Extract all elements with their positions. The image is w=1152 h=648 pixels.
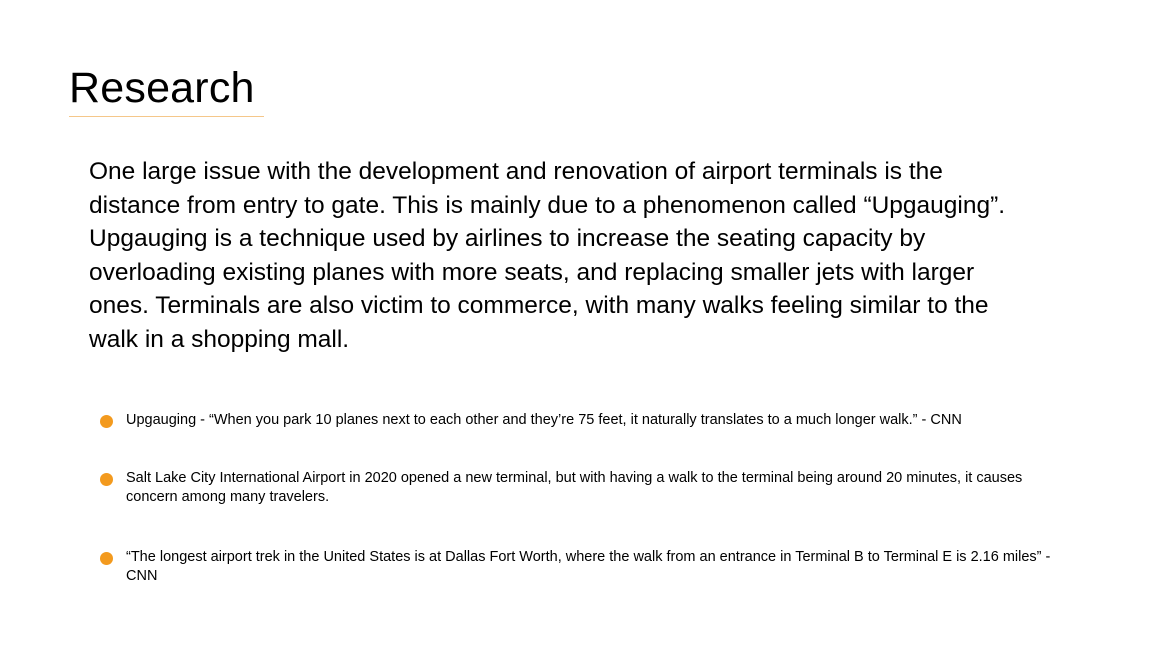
bullet-list: [100, 411, 1075, 625]
bullet-dot-icon: [100, 415, 113, 428]
bullet-item: [100, 469, 1075, 508]
bullet-dot-icon: [100, 552, 113, 565]
bullet-text: Upgauging - “When you park 10 planes next to each other and they’re 75 feet, it naturally translates to a much longer walk.” - CNN: [126, 412, 962, 428]
title-underline: [69, 116, 264, 117]
bullet-dot-icon: [100, 473, 113, 486]
bullet-text: “The longest airport trek in the United States is at Dallas Fort Worth, where the walk from an entrance in Terminal B to Terminal E is 2.16 miles” - CNN: [126, 548, 1051, 584]
bullet-text: Salt Lake City International Airport in 2020 opened a new terminal, but with having a walk to the terminal being around 20 minutes, it causes concern among many travelers.: [126, 469, 1023, 505]
main-paragraph: One large issue with the development and renovation of airport terminals is the distance from entry to gate. This is mainly due to a phenomenon called “Upgauging”. Upgauging is a technique used by airlines to increase the seating capacity by overloading existing planes with more seats, and replacing smaller jets with larger ones. Terminals are also victim to commerce, with many walks feeling similar to the walk in a shopping mall.: [89, 158, 1006, 353]
slide-title: Research: [69, 64, 255, 112]
bullet-item: [100, 548, 1075, 587]
bullet-item: [100, 411, 1075, 431]
